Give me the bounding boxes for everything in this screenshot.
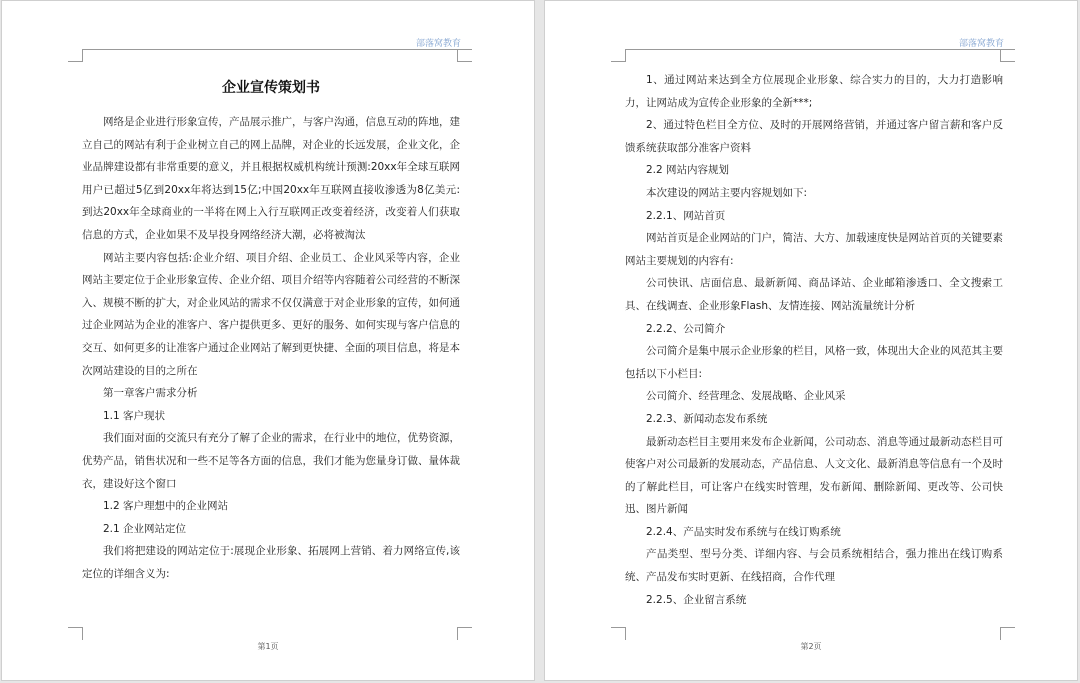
corner-mark-top-left xyxy=(68,49,83,62)
section-heading: 2.2.5、企业留言系统 xyxy=(646,593,747,606)
section-heading: 1.1 客户现状 xyxy=(103,409,166,422)
paragraph: 我们面对面的交流只有充分了解了企业的需求，在行业中的地位，优势资源，优势产品，销售状况和一些不足等各方面的信息，我们才能为您量身订做、量体裁衣，建设好这个窗口 xyxy=(82,432,460,490)
paragraph: 产品类型、型号分类、详细内容、与会员系统相结合，强力推出在线订购系统、产品发布实时更新、在线招商，合作代理 xyxy=(625,548,1003,584)
paragraph: 公司快讯、店面信息、最新新闻、商品译站、企业邮箱渗透口、全文搜索工具、在线调查、企业形象Flash、友情连接、网站流量统计分析 xyxy=(625,277,1003,312)
section-heading: 2.2 网站内容规划 xyxy=(646,164,730,177)
section-heading: 2.2.1、网站首页 xyxy=(646,209,726,222)
paragraph: 公司简介是集中展示企业形象的栏目，风格一致，体现出大企业的风范其主要包括以下小栏目: xyxy=(625,345,1003,380)
paragraph: 公司简介、经营理念、发展战略、企业风采 xyxy=(646,390,846,403)
corner-mark-bottom-left xyxy=(611,627,626,640)
paragraph: 网站首页是企业网站的门户，简洁、大方、加载速度快是网站首页的关键要素网站主要规划的内容有: xyxy=(625,232,1003,267)
section-heading: 2.2.2、公司简介 xyxy=(646,322,726,335)
page-footer: 第2页 xyxy=(800,642,822,651)
section-heading: 2.1 企业网站定位 xyxy=(103,522,187,535)
document-page-2 xyxy=(544,0,1078,681)
corner-mark-top-right xyxy=(1000,49,1015,62)
section-heading: 2.2.4、产品实时发布系统与在线订购系统 xyxy=(646,525,841,538)
header-divider xyxy=(625,49,1015,50)
header-divider xyxy=(82,49,472,50)
document-title: 企业宣传策划书 xyxy=(222,80,320,96)
corner-mark-top-right xyxy=(457,49,472,62)
paragraph: 我们将把建设的网站定位于:展现企业形象、拓展网上营销、着力网络宣传,该定位的详细含义为: xyxy=(82,545,460,580)
page-body[interactable] xyxy=(625,69,1003,611)
paragraph: 最新动态栏目主要用来发布企业新闻，公司动态、消息等通过最新动态栏目可使客户对公司最新的发展动态，产品信息、人文文化、最新消息等信息有一个及时的了解此栏目，可让客户在线实时管理，发布新闻、删除新闻、更改等、公司快迅、图片新闻 xyxy=(625,435,1003,516)
paragraph: 网络是企业进行形象宣传，产品展示推广，与客户沟通，信息互动的阵地，建立自己的网站有利于企业树立自己的网上品牌，对企业的长远发展，企业文化，企业品牌建设都有非常重要的意义，并且根据权威机构统计预测:20xx年全球互联网用户已超过5亿到20xx年将达到15亿;中国20xx年互联网直接收渗透为8亿美元:到达20xx年全球商业的一半将在网上入行互联网正改变着经济，改变着人们获取信息的方式，企业如果不及早投身网络经济大潮，必将被淘汰 xyxy=(82,116,460,241)
chapter-heading: 第一章客户需求分析 xyxy=(103,387,198,400)
paragraph: 2、通过特色栏目全方位、及时的开展网络营销，并通过客户留言薪和客户反馈系统获取部分准客户资料 xyxy=(625,119,1003,154)
corner-mark-bottom-left xyxy=(68,627,83,640)
page-header: 部落窝教育 xyxy=(415,39,461,49)
page-header: 部落窝教育 xyxy=(958,39,1004,49)
paragraph: 1、通过网站来达到全方位展现企业形象、综合实力的目的，大力打造影响力，让网站成为宣传企业形象的全新***; xyxy=(625,74,1003,109)
paragraph: 网站主要内容包括:企业介绍、项目介绍、企业员工、企业风采等内容，企业网站主要定位于企业形象宣传、企业介绍、项目介绍等内容随着公司经营的不断深入、规模不断的扩大，对企业风站的需求不仅仅满意于对企业形象的宣传，如何通过企业网站为企业的准客户、客户提供更多、更好的服务、如何实现与客户信息的交互、如何更多的让准客户通过企业网站了解到更快捷、全面的项目信息，将是本次网站建设的目的之所在 xyxy=(82,251,460,377)
page-footer: 第1页 xyxy=(257,642,279,651)
corner-mark-bottom-right xyxy=(457,627,472,640)
paragraph: 本次建设的网站主要内容规划如下: xyxy=(646,186,808,199)
document-page-1 xyxy=(1,0,535,681)
corner-mark-top-left xyxy=(611,49,626,62)
section-heading: 1.2 客户理想中的企业网站 xyxy=(103,500,229,513)
section-heading: 2.2.3、新闻动态发布系统 xyxy=(646,412,768,425)
page-body[interactable] xyxy=(82,77,460,585)
corner-mark-bottom-right xyxy=(1000,627,1015,640)
